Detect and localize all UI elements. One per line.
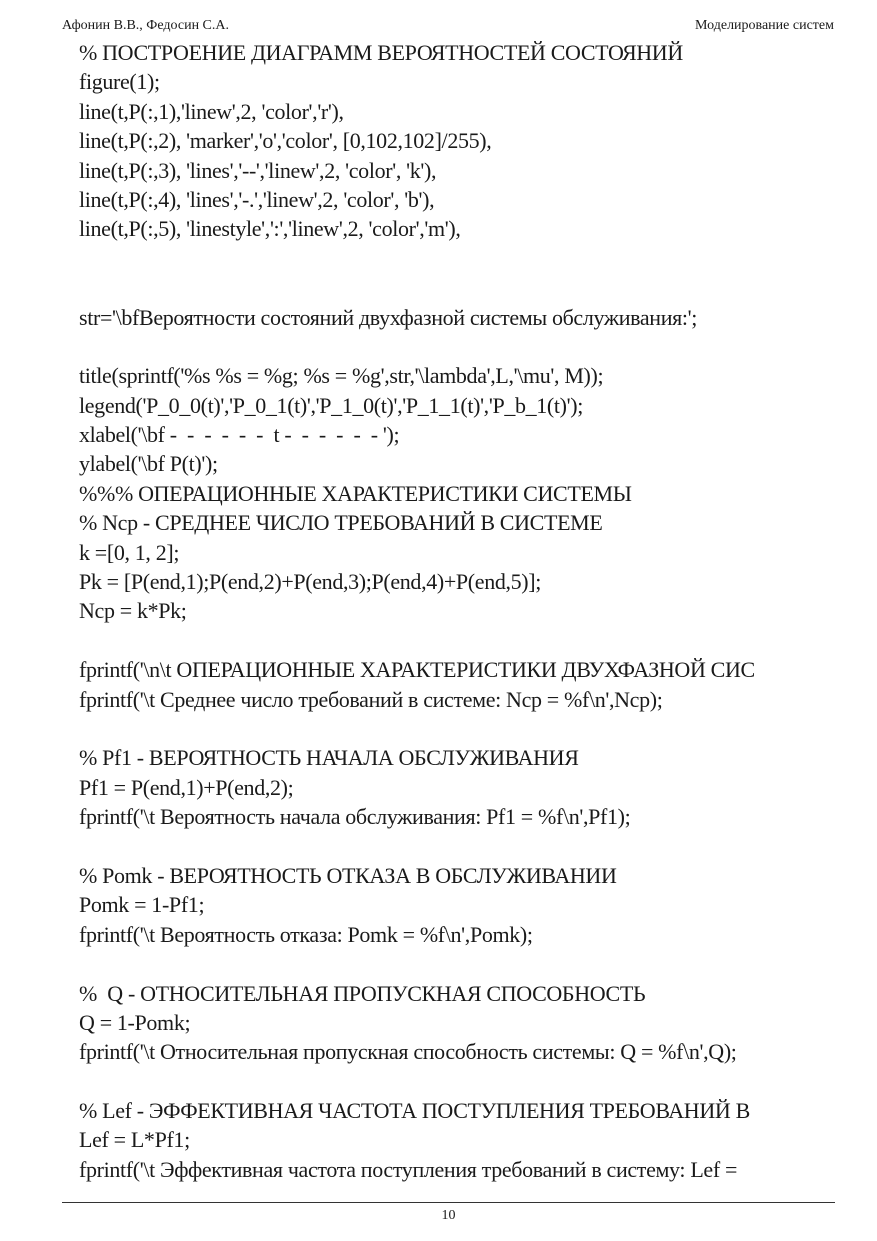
code-line: k =[0, 1, 2]; — [79, 539, 180, 565]
code-line: title(sprintf('%s %s = %g; %s = %g',str,'\lambda',L,'\mu', M)); — [79, 363, 604, 389]
code-line — [79, 626, 835, 655]
page-number: 10 — [441, 1208, 456, 1223]
code-line: fprintf('\t Среднее число требований в системе: Ncp = %f\n',Ncp); — [79, 686, 663, 712]
code-line: % Ncp - СРЕДНЕЕ ЧИСЛО ТРЕБОВАНИЙ В СИСТЕМЕ — [79, 510, 603, 536]
code-listing — [79, 38, 835, 1184]
code-line: Pomk = 1-Pf1; — [79, 892, 205, 918]
running-header-title: Моделирование систем — [695, 18, 834, 33]
code-line — [79, 949, 835, 978]
code-line: line(t,P(:,5), 'linestyle',':','linew',2, 'color','m'), — [79, 216, 461, 242]
code-line: % ПОСТРОЕНИЕ ДИАГРАММ ВЕРОЯТНОСТЕЙ СОСТОЯНИЙ — [79, 40, 683, 65]
code-line: fprintf('\t Вероятность отказа: Pomk = %f\n',Pomk); — [79, 921, 533, 947]
code-line: line(t,P(:,4), 'lines','-.','linew',2, 'color', 'b'), — [79, 186, 435, 212]
footer-divider — [62, 1202, 835, 1203]
code-line: Ncp = k*Pk; — [79, 598, 187, 624]
code-line: line(t,P(:,3), 'lines','--','linew',2, 'color', 'k'), — [79, 157, 437, 183]
code-line — [79, 714, 835, 743]
code-line: Lef = L*Pf1; — [79, 1127, 190, 1153]
code-line: % Q - ОТНОСИТЕЛЬНАЯ ПРОПУСКНАЯ СПОСОБНОСТЬ — [79, 980, 646, 1006]
code-line: % Pf1 - ВЕРОЯТНОСТЬ НАЧАЛА ОБСЛУЖИВАНИЯ — [79, 745, 579, 771]
code-line: ylabel('\bf P(t)'); — [79, 451, 218, 477]
code-line: Q = 1-Pomk; — [79, 1009, 191, 1035]
code-line — [79, 332, 835, 361]
code-line: % Lef - ЭФФЕКТИВНАЯ ЧАСТОТА ПОСТУПЛЕНИЯ ТРЕБОВАНИЙ В — [79, 1098, 750, 1124]
running-header-authors: Афонин В.В., Федосин С.А. — [62, 18, 230, 33]
code-line: legend('P_0_0(t)','P_0_1(t)','P_1_0(t)','P_1_1(t)','P_b_1(t)'); — [79, 392, 583, 418]
code-line: Pf1 = P(end,1)+P(end,2); — [79, 774, 294, 800]
code-line: fprintf('\t Вероятность начала обслуживания: Pf1 = %f\n',Pf1); — [79, 804, 631, 830]
code-line — [79, 244, 835, 273]
code-line: line(t,P(:,2), 'marker','o','color', [0,102,102]/255), — [79, 128, 492, 154]
code-line — [79, 832, 835, 861]
code-line: figure(1); — [79, 69, 160, 95]
code-line: fprintf('\t Эффективная частота поступления требований в систему: Lef = — [79, 1156, 738, 1182]
code-line: % Pomk - ВЕРОЯТНОСТЬ ОТКАЗА В ОБСЛУЖИВАНИИ — [79, 862, 617, 888]
code-line: line(t,P(:,1),'linew',2, 'color','r'), — [79, 98, 344, 124]
code-line: fprintf('\t Относительная пропускная способность системы: Q = %f\n',Q); — [79, 1039, 737, 1065]
code-line — [79, 273, 835, 302]
code-line: str='\bfВероятности состояний двухфазной системы обслуживания:'; — [79, 304, 698, 330]
code-line: fprintf('\n\t ОПЕРАЦИОННЫЕ ХАРАКТЕРИСТИКИ ДВУХФАЗНОЙ СИС — [79, 657, 755, 683]
code-line: Pk = [P(end,1);P(end,2)+P(end,3);P(end,4)+P(end,5)]; — [79, 569, 542, 595]
code-line: %%% ОПЕРАЦИОННЫЕ ХАРАКТЕРИСТИКИ СИСТЕМЫ — [79, 480, 632, 506]
code-line — [79, 1067, 835, 1096]
code-line: xlabel('\bf - - - - - - t - - - - - - '); — [79, 422, 400, 448]
